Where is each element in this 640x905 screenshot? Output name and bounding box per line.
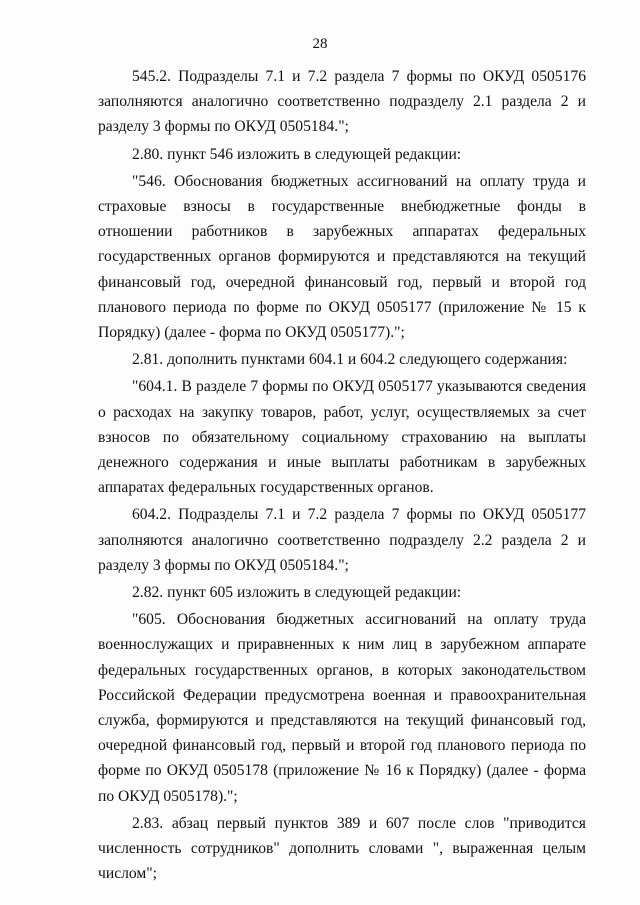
page-number: 28 [312, 36, 328, 52]
paragraph-546: "546. Обоснования бюджетных ассигнований на оплату труда и страховые взносы в государственные внебюджетные фонды в отношении работников в зарубежных аппаратах федеральных государственных органов формируются и представляются на текущий финансовый год, очередной финансовый год, первый и второй год планового периода по форме по ОКУД 0505177 (приложение № 15 к Порядку) (далее - форма по ОКУД 0505177)."; [98, 172, 586, 342]
paragraph-605: "605. Обоснования бюджетных ассигнований на оплату труда военнослужащих и приравненных к ним лиц в зарубежном аппарате федеральных государственных органов, в которых законодательством Российской Федерации предусмотрена военная и правоохранительная служба, формируются и представляются на текущий финансовый год, очередной финансовый год, первый и второй год планового периода по форме по ОКУД 0505178 (приложение № 16 к Порядку) (далее - форма по ОКУД 0505178)."; [98, 611, 586, 805]
paragraph-2-81: 2.81. дополнить пунктами 604.1 и 604.2 следующего содержания: [132, 351, 568, 369]
paragraph-545-2: 545.2. Подразделы 7.1 и 7.2 раздела 7 формы по ОКУД 0505176 заполняются аналогично соответственно подразделу 2.1 раздела 2 и разделу 3 формы по ОКУД 0505184."; [98, 68, 586, 136]
document-body [98, 64, 586, 887]
paragraph-2-83: 2.83. абзац первый пунктов 389 и 607 после слов "приводится численность сотрудников" дополнить словами ", выраженная целым числом"; [98, 814, 586, 883]
paragraph-2-80: 2.80. пункт 546 изложить в следующей редакции: [132, 145, 462, 163]
paragraph-2-82: 2.82. пункт 605 изложить в следующей редакции: [132, 584, 462, 602]
paragraph-604-1: "604.1. В разделе 7 формы по ОКУД 0505177 указываются сведения о расходах на закупку товаров, работ, услуг, осуществляемых за счет взносов по обязательному социальному страхованию на выплаты денежного содержания и иные выплаты работникам в зарубежных аппаратах федеральных государственных органов. [98, 378, 586, 497]
paragraph-604-2: 604.2. Подразделы 7.1 и 7.2 раздела 7 формы по ОКУД 0505177 заполняются аналогично соответственно подразделу 2.2 раздела 2 и разделу 3 формы по ОКУД 0505184."; [98, 506, 586, 574]
